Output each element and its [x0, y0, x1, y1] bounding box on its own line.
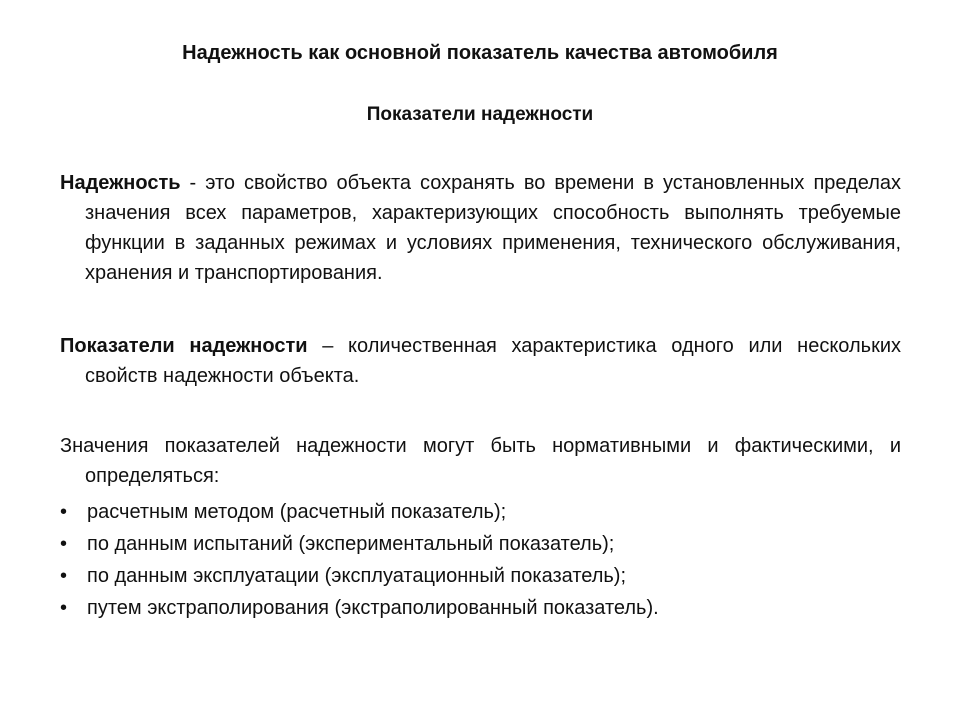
list-item: [60, 496, 901, 528]
list-item: [60, 560, 901, 592]
bullet-icon: •: [60, 533, 68, 555]
list-item: [60, 592, 901, 624]
bullet-icon: •: [60, 501, 68, 523]
list-item-text: по данным испытаний (экспериментальный показатель);: [87, 533, 615, 555]
bullet-icon: •: [60, 565, 68, 587]
list-item-text: расчетным методом (расчетный показатель);: [87, 501, 507, 523]
bullet-icon: •: [60, 597, 68, 619]
reliability-term: Надежность: [60, 172, 181, 194]
reliability-definition: [60, 168, 901, 288]
slide-subtitle: Показатели надежности: [366, 104, 594, 125]
slide-title: Надежность как основной показатель качества автомобиля: [182, 42, 778, 64]
reliability-indicators-definition: [60, 331, 901, 391]
list-item-text: путем экстраполирования (экстраполированный показатель).: [87, 597, 659, 619]
reliability-definition-text: - это свойство объекта сохранять во времени в установленных пределах значения всех параметров, характеризующих способность выполнять требуемые функции в заданных режимах и условиях применения, технического обслуживания, хранения и транспортирования.: [85, 172, 901, 284]
indicator-values-intro: Значения показателей надежности могут быть нормативными и фактическими, и определяться:: [60, 435, 901, 487]
reliability-indicators-text: – количественная характеристика одного или нескольких свойств надежности объекта.: [85, 335, 902, 387]
list-item: [60, 528, 901, 560]
reliability-indicators-term: Показатели надежности: [60, 335, 308, 357]
list-item-text: по данным эксплуатации (эксплуатационный показатель);: [87, 565, 627, 587]
methods-list: [60, 496, 901, 624]
